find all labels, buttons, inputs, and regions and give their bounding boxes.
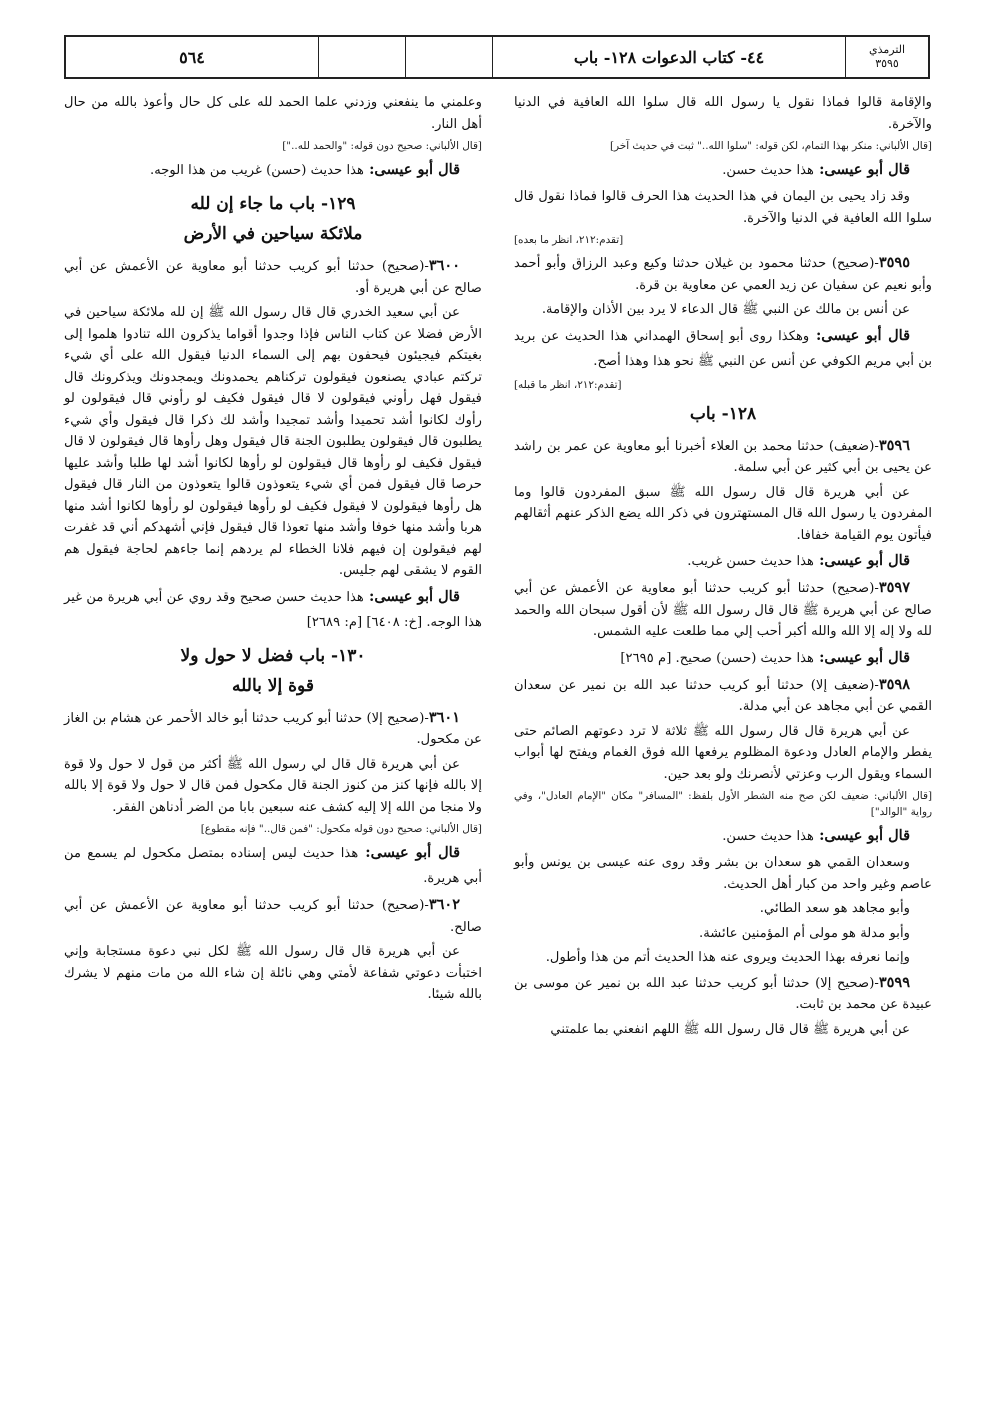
abu-isa-label: قال أبو عيسى: [368,587,460,605]
abu-isa-statement [514,824,932,849]
hadith-number: ٣٥٩٩ [878,973,910,991]
hadith-3600 [64,255,482,299]
hadith-3596 [514,435,932,479]
abu-isa-statement [514,158,932,183]
abu-isa-text: هذا حديث حسن. [722,163,814,178]
paragraph: عن أبي هريرة قال قال رسول الله ﷺ ثلاثة لا ترد دعوتهم الصائم حتى يفطر والإمام العادل ودعوة المظلوم يرفعها الله فوق الغمام ويفتح لها أبواب السماء ويقول الرب وعزتي لأنصرنك ولو بعد حين. [514,723,932,782]
abu-isa-text: هذا حديث حسن صحيح وقد روي عن أبي هريرة من غير هذا الوجه. [خ: ٦٤٠٨] [م: ٢٦٨٩] [64,589,482,630]
albani-note: [قال الألباني: منكر بهذا التمام، لكن قوله: "سلوا الله.." ثبت في حديث آخر] [610,140,932,152]
hadith-number: ٣٦٠١ [428,708,460,726]
hadith-number: ٣٦٠٠ [428,257,460,274]
hadith-chain: -(صحيح) حدثنا أبو كريب حدثنا أبو معاوية عن الأعمش عن أبي صالح عن أبي هريرة أو. [64,259,482,296]
header-reference [845,37,928,77]
hadith-chain: -(ضعيف إلا) حدثنا أبو كريب حدثنا عبد الله بن نمير عن سعدان القمي عن أبي مجاهد عن أبي مدلة. [514,677,932,714]
chapter-heading-line: قوة إلا بالله [232,675,314,696]
abu-isa-text: هذا حديث ليس إسناده بمتصل مكحول لم يسمع من أبي هريرة. [64,846,482,886]
paragraph: وأبو مجاهد هو سعد الطائي. [759,901,910,916]
abu-isa-statement [514,549,932,574]
paragraph: عن أبي هريرة قال قال رسول الله ﷺ سبق المفردون قالوا وما المفردون يا رسول الله قال المستهترون في ذكر الله يضع الذكر عنهم أثقالهم فيأتون يوم القيامة خفافا. [514,484,932,543]
abu-isa-statement [514,324,932,374]
hadith-number: ٣٥٩٥ [878,254,910,271]
abu-isa-label: قال أبو عيسى: [819,827,910,844]
paragraph: والإقامة قالوا فماذا نقول يا رسول الله قال سلوا الله العافية في الدنيا والآخرة. [514,95,932,132]
paragraph: وسعدان القمي هو سعدان بن بشر وقد روى عنه عيسى بن يونس وأبو عاصم وغير واحد من كبار أهل الحديث. [514,855,932,892]
header-reference-number: ٣٥٩٥ [875,57,899,70]
hadith-chain: -(ضعيف) حدثنا محمد بن العلاء أخبرنا أبو معاوية عن عمر بن راشد عن يحيى بن أبي كثير عن أبي سلمة. [514,438,932,475]
header-title: ٤٤- كتاب الدعوات ١٢٨- باب [492,37,845,77]
abu-isa-label: قال أبو عيسى: [369,161,460,178]
abu-isa-statement [64,585,482,635]
hadith-chain: -(صحيح) حدثنا أبو كريب حدثنا أبو معاوية عن الأعمش عن أبي صالح. [64,898,482,935]
abu-isa-text: وهكذا روى أبو إسحاق الهمداني هذا الحديث عن بريد بن أبي مريم الكوفي عن أنس عن النبي ﷺ نحو هذا وهذا أصح. [514,328,932,369]
left-column [64,92,482,1009]
abu-isa-label: قال أبو عيسى: [365,844,461,861]
hadith-number: ٣٥٩٧ [878,579,910,596]
abu-isa-text: هذا حديث (حسن) صحيح. [م ٢٦٩٥] [620,650,814,666]
hadith-3595 [514,252,932,296]
hadith-3598 [514,674,932,718]
hadith-3601 [64,707,482,751]
paragraph: عن أبي سعيد الخدري قال قال رسول الله ﷺ إن لله ملائكة سياحين في الأرض فضلا عن كتاب الناس فإذا وجدوا أقواما يذكرون الله تنادوا هلموا إلى بغيتكم فيجيئون فيحفون بهم إلى السماء الدنيا فيقول الله على أي شيء تركتم عبادي يصنعون فيقولون تركناهم يحمدونك ويمجدونك ويذكرونك قال فيقول فهل رأوني فيقولون لا قال فيقول فكيف لو رأوني قال فيقولون لو رأوك لكانوا أشد تحميدا وأشد تمجيدا وأشد لك ذكرا قال فيقول وأي شيء يطلبون قال فيقولون يطلبون الجنة قال فيقول وهل رأوها قال فيقولون لا قال فيقول فكيف لو رأوها قال فيقولون لو رأوها لكانوا أشد لها طلبا وأشد عليها حرصا قال فيقول فمن أي شيء يتعوذون قالوا يتعوذون من النار قال فيقول هل رأوها فيقولون لا فيقول فكيف لو رأوها فيقولون لو رأوها لكانوا أشد منها هربا وأشد منها خوفا وأشد منها تعوذا قال فيقول فإني أشهدكم أني قد غفرت لهم فيقولون إن فيهم فلانا الخطاء لم يردهم إنما جاءهم لحاجة فيقول هم القوم لا يشقى لهم جليس. [64,305,482,578]
hadith-number: ٣٥٩٦ [878,436,910,454]
abu-isa-text: هذا حديث (حسن) غريب من هذا الوجه. [150,163,364,178]
chapter-heading-130 [64,641,482,701]
header-reference-book: الترمذي [868,43,906,56]
chapter-heading-line: ١٢٩- باب ما جاء إن لله [190,194,356,214]
hadith-number: ٣٦٠٢ [428,896,460,913]
paragraph: عن أبي هريرة قال قال لي رسول الله ﷺ أكثر من قول لا حول ولا قوة إلا بالله فإنها كنز من كنوز الجنة قال مكحول فمن قال لا حول ولا قوة إلا بالله ولا منجا من الله إلا إليه كشف عنه سبعين بابا من الضر أدناهن الفقر. [64,756,482,815]
abu-isa-statement [64,158,482,183]
hadith-number: ٣٥٩٨ [878,675,910,693]
albani-note: [قال الألباني: صحيح دون قوله: "والحمد لله.."] [282,140,482,152]
abu-isa-label: قال أبو عيسى: [819,161,910,178]
cross-reference: [تقدم:٢١٢، انظر ما بعده] [514,234,624,246]
header-empty-cell [405,37,492,77]
hadith-chain: -(صحيح إلا) حدثنا أبو كريب حدثنا عبد الله بن نمير عن موسى بن عبيدة عن محمد بن ثابت. [514,975,932,1012]
hadith-3602 [64,894,482,938]
paragraph: وأبو مدلة هو مولى أم المؤمنين عائشة. [699,925,910,941]
abu-isa-label: قال أبو عيسى: [819,552,910,569]
abu-isa-statement [514,646,932,671]
cross-reference: [تقدم:٢١٢، انظر ما قبله] [514,378,622,391]
hadith-text: -(صحيح) حدثنا أبو كريب حدثنا أبو معاوية عن الأعمش عن أبي صالح عن أبي هريرة ﷺ قال قال رسول الله ﷺ لأن أقول سبحان الله والحمد لله ولا إله إلا الله والله أكبر أحب إلي مما طلعت عليه الشمس. [514,581,932,639]
abu-isa-text: هذا حديث حسن غريب. [687,554,814,569]
albani-note: [قال الألباني: ضعيف لكن صح منه الشطر الأول بلفظ: "المسافر" مكان "الإمام العادل"، وفي رواية "الوالد"] [514,790,932,818]
abu-isa-label: قال أبو عيسى: [815,326,911,344]
hadith-3599 [514,972,932,1016]
chapter-heading-128: ١٢٨- باب [689,403,757,424]
chapter-heading-line: ملائكة سياحين في الأرض [183,224,363,244]
chapter-heading-line: ١٣٠- باب فضل لا حول ولا [180,645,366,666]
hadith-3597 [514,577,932,643]
albani-note: [قال الألباني: صحيح دون قوله مكحول: "فمن قال.." فإنه مقطوع] [200,823,482,835]
paragraph: عن أبي هريرة قال قال رسول الله ﷺ لكل نبي دعوة مستجابة وإني اختبأت دعوتي شفاعة لأمتي وهي نائلة إن شاء الله من مات منهم لا يشرك بالله شيئا. [64,944,482,1002]
page-number: ٥٦٤ [179,47,205,67]
paragraph: وقد زاد يحيى بن اليمان في هذا الحديث هذا الحرف قالوا فماذا نقول قال سلوا الله العافية في الدنيا والآخرة. [514,189,932,226]
right-column [514,92,932,1043]
hadith-chain: -(صحيح) حدثنا محمود بن غيلان حدثنا وكيع وعبد الرزاق وأبو أحمد وأبو نعيم عن سفيان عن زيد العمي عن معاوية بن قرة. [514,256,932,293]
paragraph: عن أنس بن مالك عن النبي ﷺ قال الدعاء لا يرد بين الأذان والإقامة. [541,302,910,317]
paragraph: وإنما نعرفه بهذا الحديث ويروى عنه هذا الحديث أتم من هذا وأطول. [545,950,910,965]
chapter-heading-129 [64,189,482,249]
abu-isa-text: هذا حديث حسن. [722,829,814,844]
paragraph: عن أبي هريرة ﷺ قال قال رسول الله ﷺ اللهم انفعني بما علمتني [550,1021,910,1037]
header-empty-cell [318,37,405,77]
running-header [64,35,930,79]
hadith-chain: -(صحيح إلا) حدثنا أبو كريب حدثنا أبو خالد الأحمر عن هشام بن الغاز عن مكحول. [64,710,482,747]
paragraph: وعلمني ما ينفعني وزدني علما الحمد لله على كل حال وأعوذ بالله من حال أهل النار. [64,95,482,132]
abu-isa-label: قال أبو عيسى: [819,648,910,666]
abu-isa-statement [64,841,482,891]
